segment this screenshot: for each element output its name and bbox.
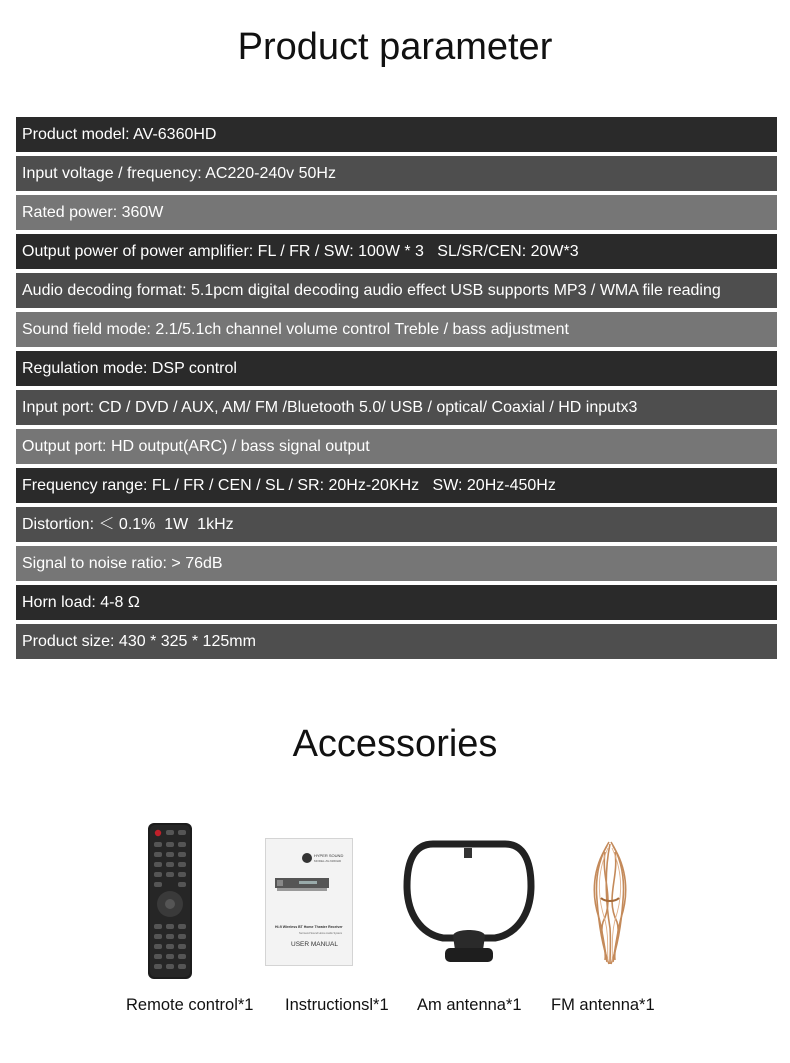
manual-subheading: Surround Sound Home Audio System — [299, 932, 343, 935]
manual-logo — [302, 853, 312, 863]
manual-brand: HYPER SOUND — [314, 853, 344, 858]
parameter-row: Output port: HD output(ARC) / bass signal output — [16, 429, 777, 464]
parameter-table — [16, 117, 777, 663]
parameter-row: Distortion: ＜ 0.1% 1W 1kHz — [16, 507, 777, 542]
parameter-row: Input port: CD / DVD / AUX, AM/ FM /Bluetooth 5.0/ USB / optical/ Coaxial / HD inputx3 — [16, 390, 777, 425]
fm-antenna-icon — [585, 838, 635, 968]
accessory-label-remote: Remote control*1 — [126, 996, 254, 1014]
product-parameter-title: Product parameter — [237, 26, 553, 68]
parameter-row: Frequency range: FL / FR / CEN / SL / SR: 20Hz-20KHz SW: 20Hz-450Hz — [16, 468, 777, 503]
manual-cover-text: USER MANUAL — [291, 941, 338, 948]
manual-icon — [265, 838, 353, 966]
parameter-row: Output power of power amplifier: FL / FR / SW: 100W * 3 SL/SR/CEN: 20W*3 — [16, 234, 777, 269]
parameter-row: Audio decoding format: 5.1pcm digital decoding audio effect USB supports MP3 / WMA file reading — [16, 273, 777, 308]
parameter-row: Product size: 430 * 325 * 125mm — [16, 624, 777, 659]
manual-heading: Hi-fi Wireless BT Home Theater Receiver — [275, 925, 343, 929]
parameter-row: Sound field mode: 2.1/5.1ch channel volume control Treble / bass adjustment — [16, 312, 777, 347]
am-antenna-icon — [403, 838, 535, 964]
parameter-row: Regulation mode: DSP control — [16, 351, 777, 386]
remote-control-icon — [145, 822, 195, 980]
parameter-row: Input voltage / frequency: AC220-240v 50Hz — [16, 156, 777, 191]
accessory-label-instructions: Instructionsl*1 — [285, 996, 389, 1014]
accessory-label-am-antenna: Am antenna*1 — [417, 996, 522, 1014]
parameter-row: Signal to noise ratio: > 76dB — [16, 546, 777, 581]
accessories-title: Accessories — [292, 723, 498, 765]
accessory-label-fm-antenna: FM antenna*1 — [551, 996, 655, 1014]
parameter-row: Product model: AV-6360HD — [16, 117, 777, 152]
manual-model: MODEL:AV-6360HD — [314, 859, 342, 863]
parameter-row: Rated power: 360W — [16, 195, 777, 230]
parameter-row: Horn load: 4-8 Ω — [16, 585, 777, 620]
